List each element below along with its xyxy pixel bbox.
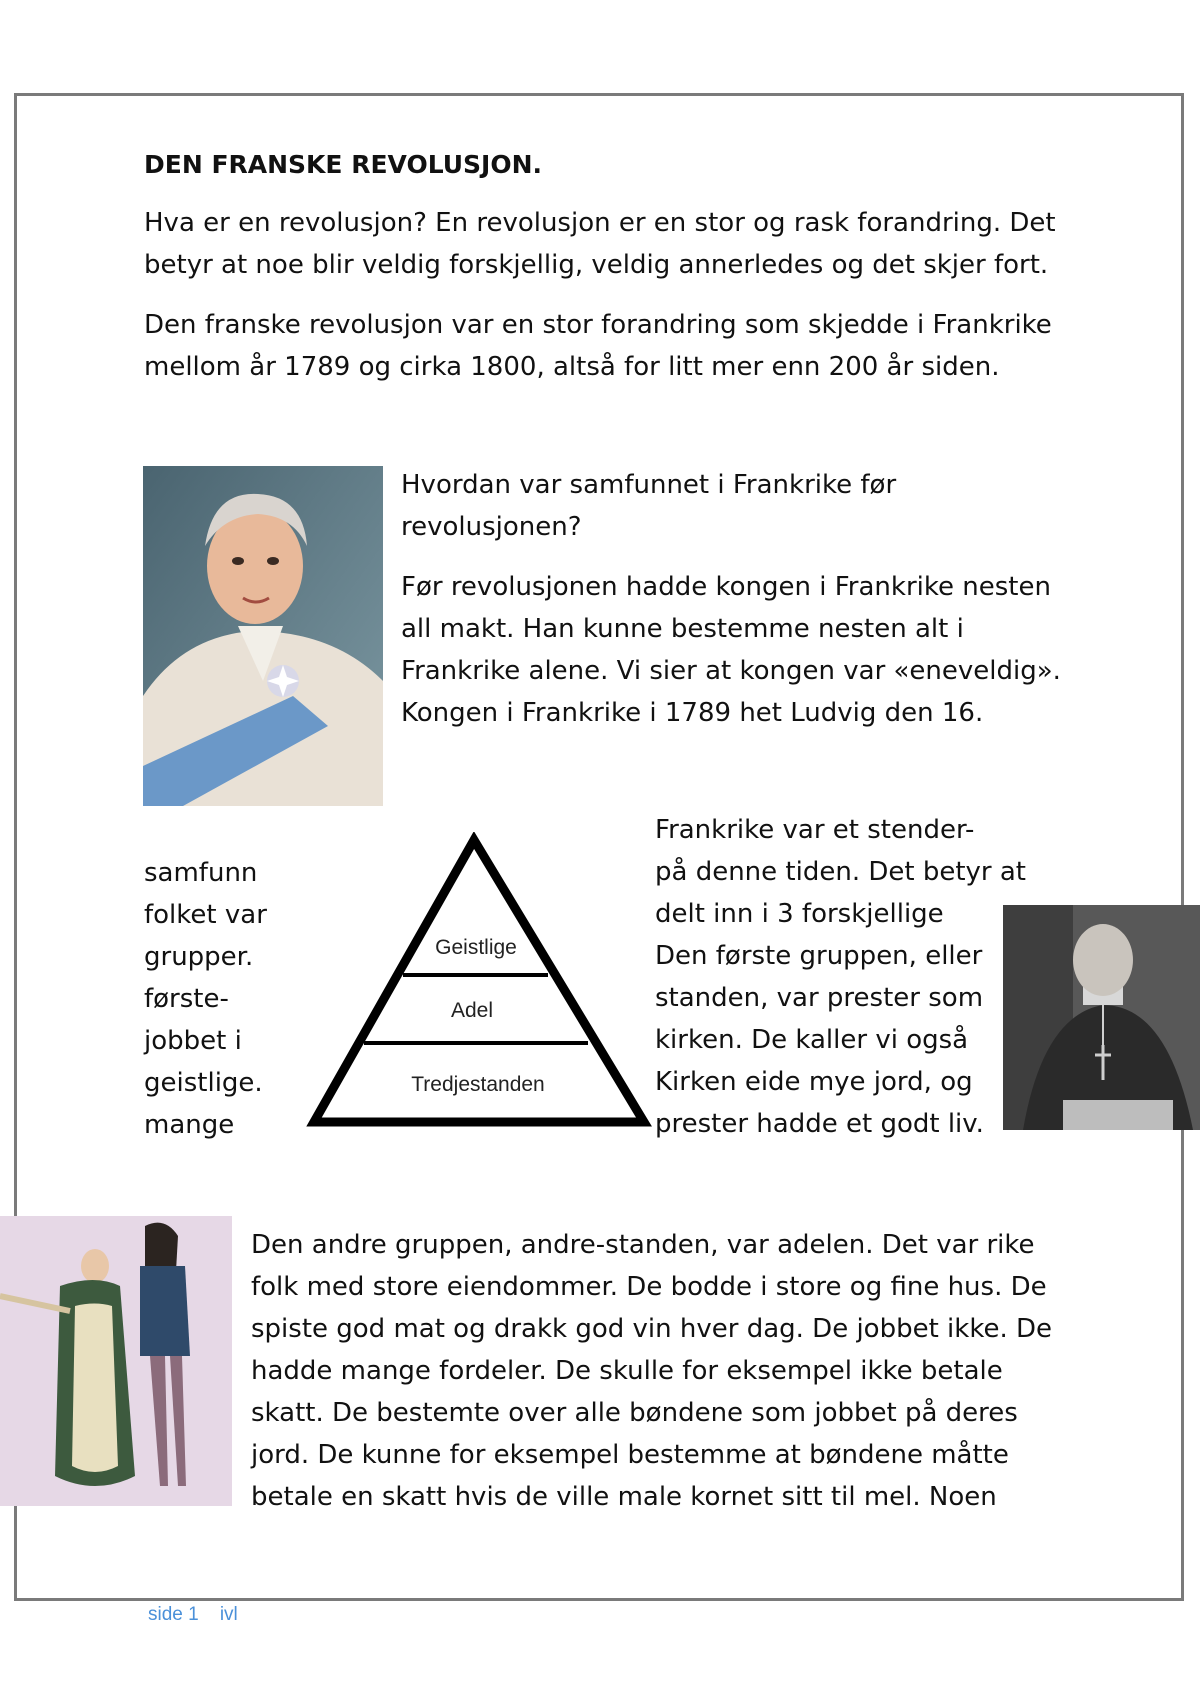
nobility-paragraph xyxy=(251,1224,1052,1518)
text-line: Den franske revolusjon var en stor forandring som skjedde i Frankrike xyxy=(144,310,1052,340)
estates-pyramid-diagram xyxy=(306,832,652,1132)
question-heading xyxy=(401,464,896,548)
left-column-text xyxy=(144,852,267,1146)
text-line: Den første gruppen, eller xyxy=(655,941,983,971)
text-line: standen, var prester som xyxy=(655,983,984,1013)
nobles-illustration-image xyxy=(0,1216,232,1506)
right-column-text xyxy=(655,809,1026,1145)
text-line: Frankrike alene. Vi sier at kongen var «eneveldig». xyxy=(401,656,1061,686)
text-line: jobbet i xyxy=(144,1026,242,1056)
text-line: Frankrike var et stender- xyxy=(655,815,975,845)
text-line: folket var xyxy=(144,900,267,930)
text-line: Hvordan var samfunnet i Frankrike før xyxy=(401,470,897,500)
text-line: Kirken eide mye jord, og xyxy=(655,1067,973,1097)
text-line: skatt. De bestemte over alle bøndene som jobbet på deres xyxy=(251,1398,1018,1428)
text-line: all makt. Han kunne bestemme nesten alt i xyxy=(401,614,964,644)
pyramid-label-tredjestanden: Tredjestanden xyxy=(411,1073,545,1096)
king-paragraph xyxy=(401,566,1061,734)
text-line: hadde mange fordeler. De skulle for eksempel ikke betale xyxy=(251,1356,1003,1386)
intro-paragraph xyxy=(144,202,1056,286)
text-line: kirken. De kaller vi også xyxy=(655,1025,969,1055)
king-portrait-image xyxy=(143,466,383,806)
text-line: spiste god mat og drakk god vin hver dag. De jobbet ikke. De xyxy=(251,1314,1052,1344)
page-footer: side 1 ivl xyxy=(148,1604,238,1625)
text-line: Kongen i Frankrike i 1789 het Ludvig den 16. xyxy=(401,698,984,728)
page-title: DEN FRANSKE REVOLUSJON. xyxy=(144,150,543,179)
text-line: jord. De kunne for eksempel bestemme at bøndene måtte xyxy=(251,1440,1009,1470)
period-paragraph xyxy=(144,304,1052,388)
text-line: betyr at noe blir veldig forskjellig, veldig annerledes og det skjer fort. xyxy=(144,250,1049,280)
text-line: på denne tiden. Det betyr at xyxy=(655,857,1026,887)
text-line: grupper. xyxy=(144,942,254,972)
text-line: mange xyxy=(144,1110,235,1140)
text-line: prester hadde et godt liv. xyxy=(655,1109,984,1139)
pyramid-label-geistlige: Geistlige xyxy=(435,936,517,959)
text-line: revolusjonen? xyxy=(401,512,582,542)
text-line: mellom år 1789 og cirka 1800, altså for litt mer enn 200 år siden. xyxy=(144,352,1000,382)
text-line: Den andre gruppen, andre-standen, var adelen. Det var rike xyxy=(251,1230,1035,1260)
text-line: folk med store eiendommer. De bodde i store og fine hus. De xyxy=(251,1272,1047,1302)
pyramid-label-adel: Adel xyxy=(450,999,494,1022)
priest-photo-image xyxy=(1003,905,1200,1130)
text-line: samfunn xyxy=(144,858,258,888)
text-line: første- xyxy=(144,984,229,1014)
text-line: geistlige. xyxy=(144,1068,263,1098)
text-line: Før revolusjonen hadde kongen i Frankrike nesten xyxy=(401,572,1051,602)
text-line: delt inn i 3 forskjellige xyxy=(655,899,944,929)
text-line: betale en skatt hvis de ville male kornet sitt til mel. Noen xyxy=(251,1482,997,1512)
text-line: Hva er en revolusjon? En revolusjon er en stor og rask forandring. Det xyxy=(144,208,1056,238)
